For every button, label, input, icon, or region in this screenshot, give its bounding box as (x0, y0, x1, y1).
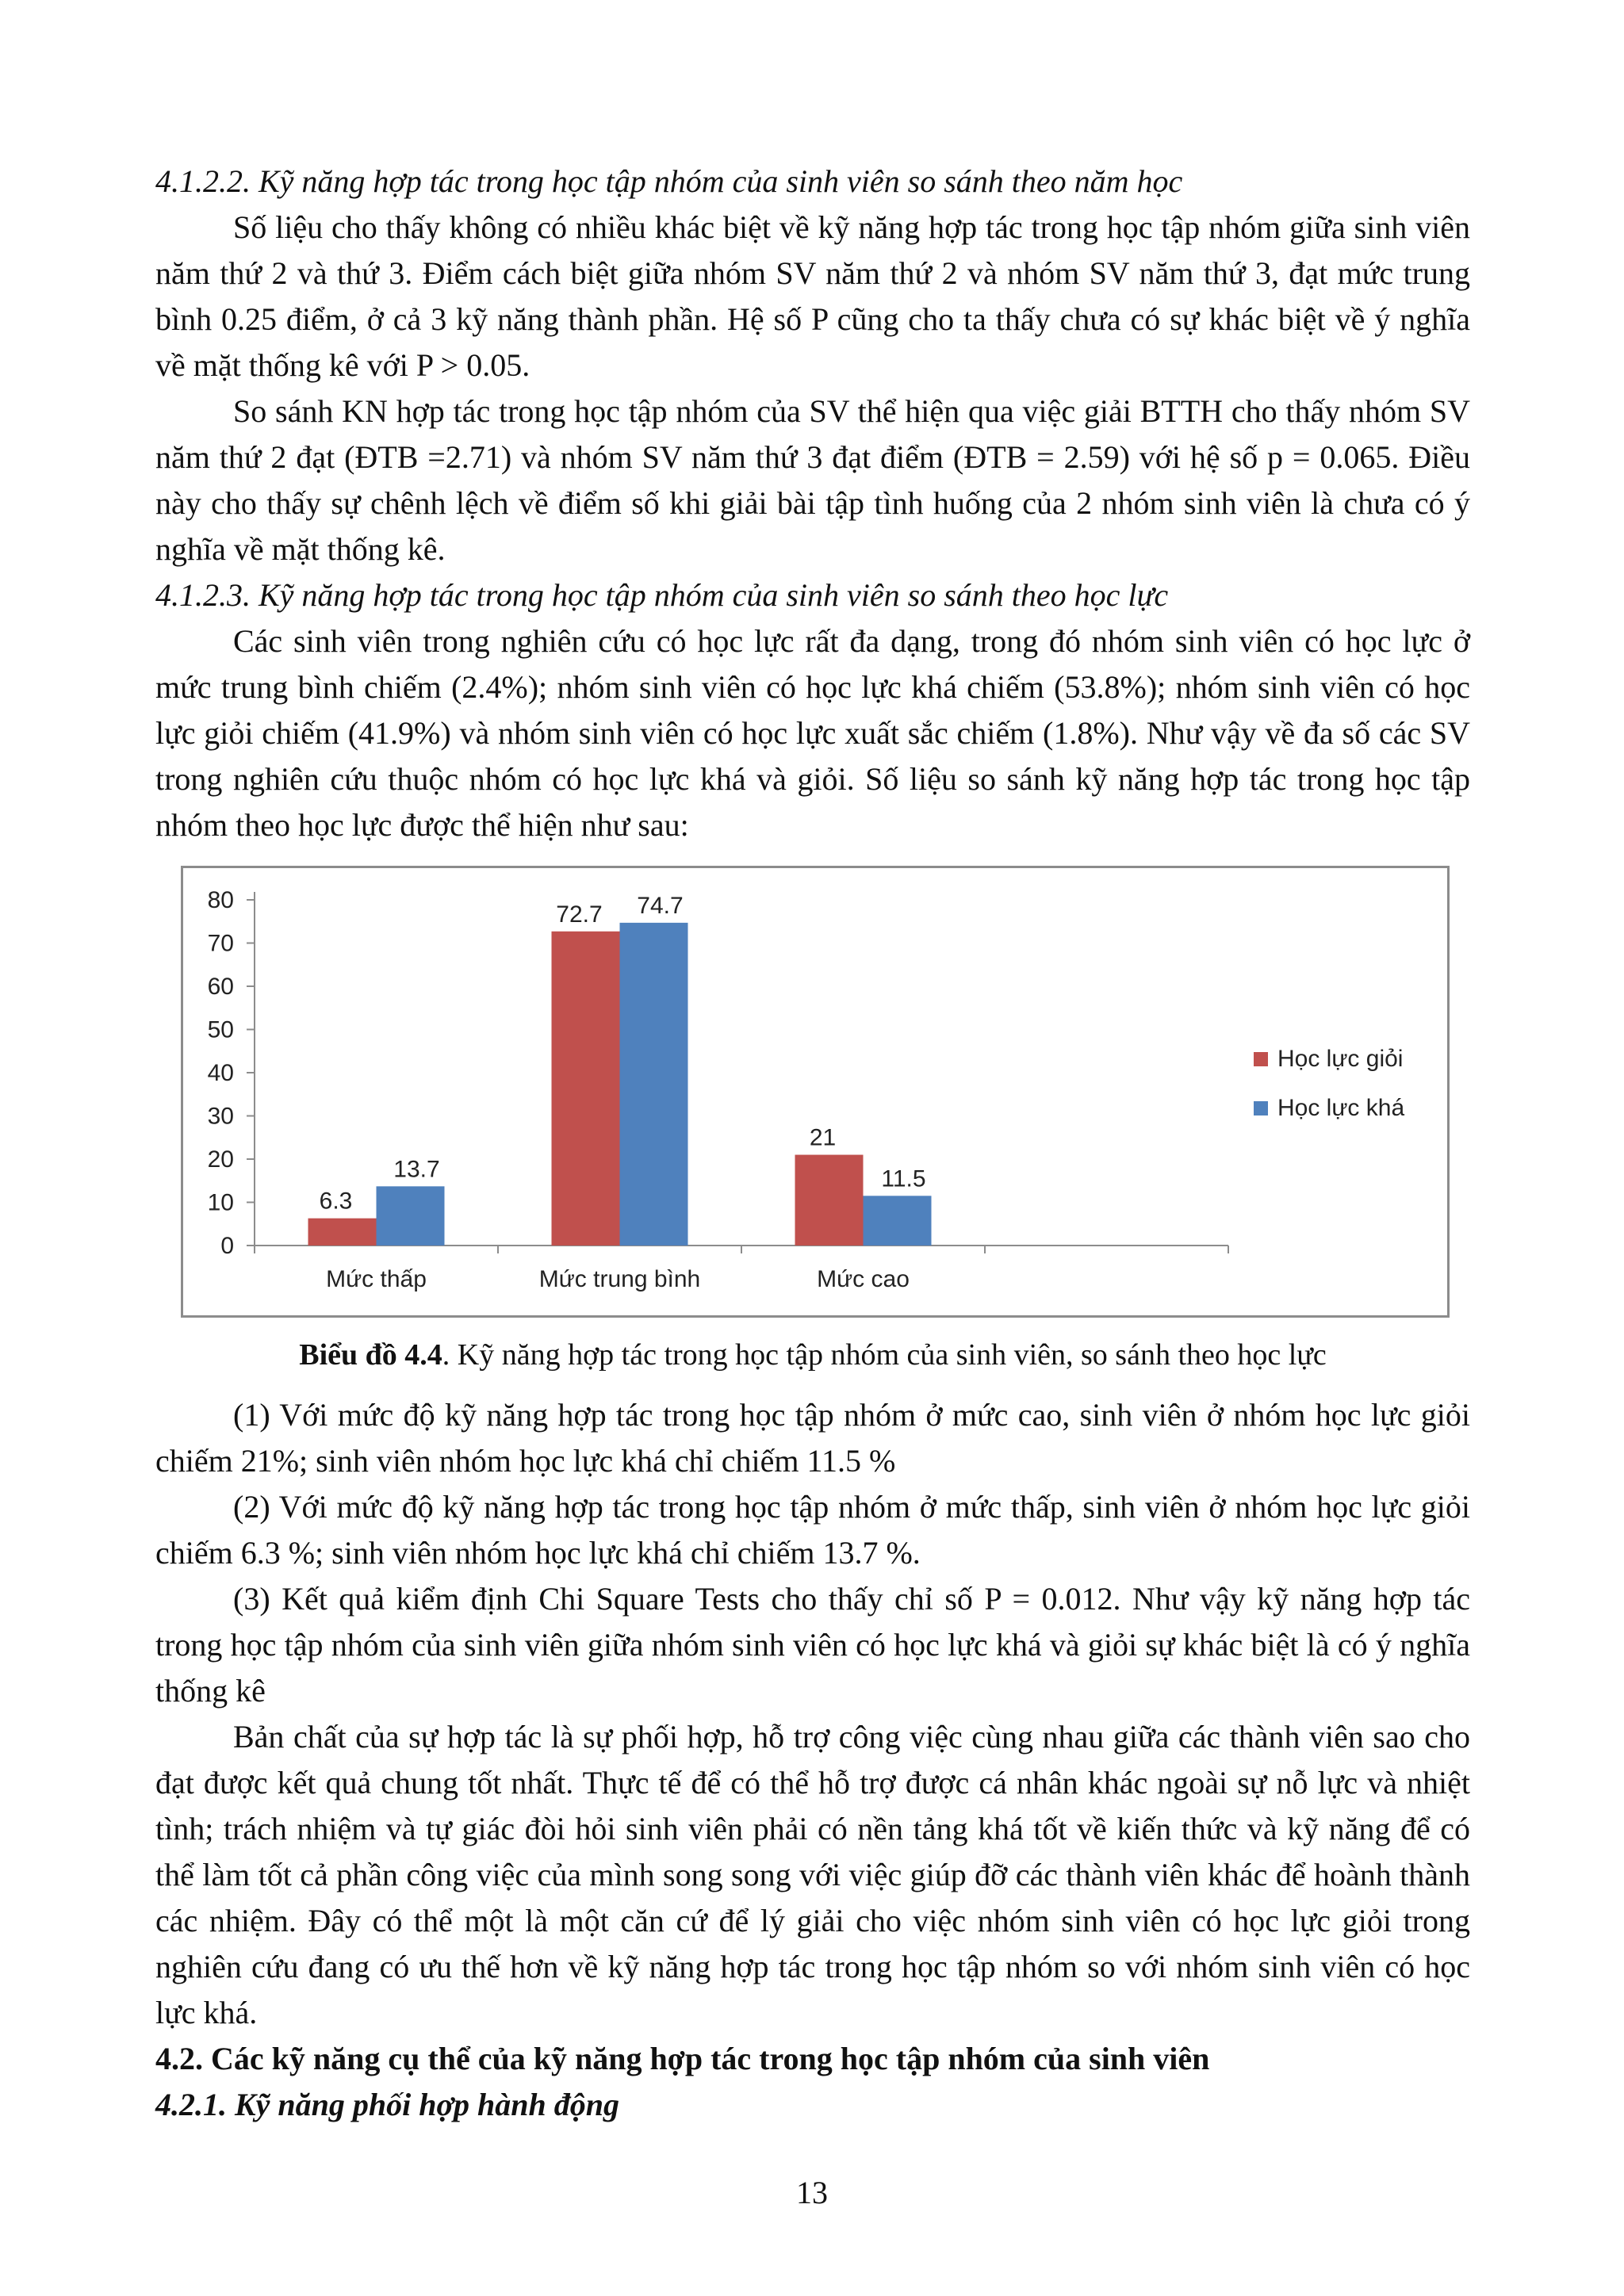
section-heading-4-2-1: 4.2.1. Kỹ năng phối hợp hành động (155, 2087, 619, 2122)
bar (308, 1219, 377, 1246)
finding-paragraph: Bản chất của sự hợp tác là sự phối hợp, hỗ trợ công việc cùng nhau giữa các thành viên sao cho đạt được kết quả chung tốt nhất. Thực tế để có thể hỗ trợ được cá nhân khác ngoài sự nỗ lực và nhiệt tình; trách nhiệm và tự giác đòi hỏi sinh viên phải có nền tảng khá tốt về kiến thức và kỹ năng để có thể làm tốt cả phần công việc của mình song song với việc giúp đỡ các thành viên khác để hoành thành các nhiệm. Đây có thể một là một căn cứ để lý giải cho việc nhóm sinh viên có học lực giỏi trong nghiên cứu đang có ưu thế hơn về kỹ năng hợp tác trong học tập nhóm so với nhóm sinh viên có học lực khá. (155, 1719, 1470, 2030)
x-tick-label: Mức cao (817, 1266, 910, 1292)
bar (552, 932, 620, 1246)
bar (864, 1196, 932, 1246)
y-tick-label: 0 (220, 1233, 234, 1259)
finding-paragraph: (1) Với mức độ kỹ năng hợp tác trong học tập nhóm ở mức cao, sinh viên ở nhóm học lực giỏi chiếm 21%; sinh viên nhóm học lực khá chỉ chiếm 11.5 % (155, 1397, 1470, 1479)
legend-swatch (1254, 1052, 1268, 1066)
x-tick-label: Mức thấp (326, 1266, 427, 1292)
y-tick-label: 60 (207, 974, 234, 1000)
figure-caption (155, 1332, 1470, 1378)
data-label: 21 (809, 1124, 837, 1151)
section-heading-4-1-2-3: 4.1.2.3. Kỹ năng hợp tác trong học tập nhóm của sinh viên so sánh theo học lực (155, 577, 1169, 613)
y-tick-label: 30 (207, 1103, 234, 1130)
bar-chart-svg (183, 868, 1447, 1315)
bar-chart (181, 866, 1450, 1318)
page-content (155, 159, 1470, 2128)
y-tick-label: 10 (207, 1189, 234, 1216)
y-tick-label: 50 (207, 1016, 234, 1043)
paragraph: So sánh KN hợp tác trong học tập nhóm của SV thể hiện qua việc giải BTTH cho thấy nhóm SV năm thứ 2 đạt (ĐTB =2.71) và nhóm SV năm thứ 3 đạt điểm (ĐTB = 2.59) với hệ số p = 0.065. Điều này cho thấy sự chênh lệch về điểm số khi giải bài tập tình huống của 2 nhóm sinh viên là chưa có ý nghĩa về mặt thống kê. (155, 393, 1470, 567)
paragraph: Các sinh viên trong nghiên cứu có học lực rất đa dạng, trong đó nhóm sinh viên có học lực ở mức trung bình chiếm (2.4%); nhóm sinh viên có học lực khá chiếm (53.8%); nhóm sinh viên có học lực giỏi chiếm (41.9%) và nhóm sinh viên có học lực xuất sắc chiếm (1.8%). Như vậy về đa số các SV trong nghiên cứu thuộc nhóm có học lực khá và giỏi. Số liệu so sánh kỹ năng hợp tác trong học tập nhóm theo học lực được thể hiện như sau: (155, 623, 1470, 843)
x-tick-label: Mức trung bình (538, 1266, 701, 1292)
paragraph: Số liệu cho thấy không có nhiều khác biệt về kỹ năng hợp tác trong học tập nhóm giữa sinh viên năm thứ 2 và thứ 3. Điểm cách biệt giữa nhóm SV năm thứ 2 và nhóm SV năm thứ 3, đạt mức trung bình 0.25 điểm, ở cả 3 kỹ năng thành phần. Hệ số P cũng cho ta thấy chưa có sự khác biệt về ý nghĩa về mặt thống kê với P > 0.05. (155, 209, 1470, 383)
legend-swatch (1254, 1101, 1268, 1115)
legend-label: Học lực khá (1277, 1095, 1405, 1121)
y-tick-label: 20 (207, 1146, 234, 1173)
page-number: 13 (796, 2175, 828, 2210)
data-label: 72.7 (556, 901, 603, 928)
figure-caption-text: . Kỹ năng hợp tác trong học tập nhóm của sinh viên, so sánh theo học lực (442, 1338, 1327, 1372)
bar (620, 923, 688, 1246)
data-label: 6.3 (319, 1188, 353, 1215)
section-heading-4-2: 4.2. Các kỹ năng cụ thể của kỹ năng hợp tác trong học tập nhóm của sinh viên (155, 2041, 1210, 2076)
finding-paragraph: (3) Kết quả kiểm định Chi Square Tests cho thấy chỉ số P = 0.012. Như vậy kỹ năng hợp tác trong học tập nhóm của sinh viên giữa nhóm sinh viên có học lực khá và giỏi sự khác biệt là có ý nghĩa thống kê (155, 1581, 1470, 1709)
legend-label: Học lực giỏi (1277, 1046, 1404, 1072)
data-label: 11.5 (881, 1165, 926, 1192)
y-tick-label: 70 (207, 930, 234, 957)
y-tick-label: 40 (207, 1060, 234, 1086)
bar (795, 1155, 864, 1246)
y-tick-label: 80 (207, 887, 234, 913)
bar (377, 1186, 445, 1246)
data-label: 74.7 (637, 892, 684, 919)
data-label: 13.7 (393, 1156, 440, 1183)
finding-paragraph: (2) Với mức độ kỹ năng hợp tác trong học tập nhóm ở mức thấp, sinh viên ở nhóm học lực giỏi chiếm 6.3 %; sinh viên nhóm học lực khá chỉ chiếm 13.7 %. (155, 1489, 1470, 1571)
figure-caption-label: Biểu đồ 4.4 (299, 1338, 442, 1372)
section-heading-4-1-2-2: 4.1.2.2. Kỹ năng hợp tác trong học tập nhóm của sinh viên so sánh theo năm học (155, 163, 1183, 199)
